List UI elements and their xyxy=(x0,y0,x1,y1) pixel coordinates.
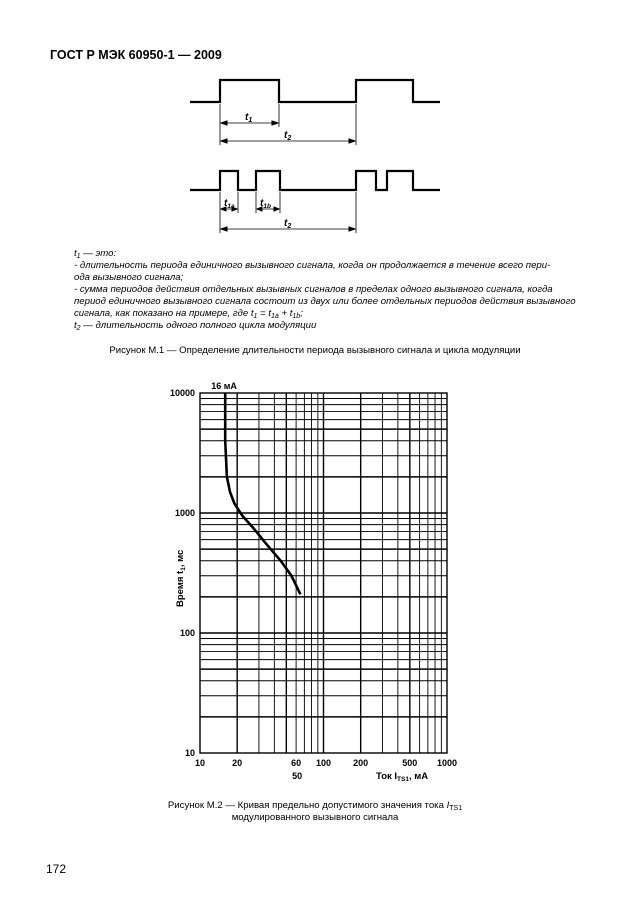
note-line-2: - длительность периода единичного вызывного сигнала, когда он продолжается в течение всего пери- xyxy=(74,260,551,271)
y-tick-label: 1000 xyxy=(174,508,195,518)
t1a-label: $t_{1a}$ xyxy=(224,198,235,210)
note-line-3: ода вызывного сигнала; xyxy=(74,272,184,283)
waveform-bottom xyxy=(190,171,440,190)
x-tick-label: 20 xyxy=(232,758,243,768)
t1-label: $t_1$ xyxy=(245,112,253,124)
curve-annotation-16ma: 16 мА xyxy=(211,381,237,391)
x-tick-labels xyxy=(195,758,457,768)
page-number: 172 xyxy=(46,862,67,876)
x-tick-label: 1000 xyxy=(436,758,458,768)
document-header: ГОСТ Р МЭК 60950-1 — 2009 xyxy=(50,48,222,62)
timing-diagram-top xyxy=(190,80,440,145)
waveform-top xyxy=(190,80,440,102)
y-axis-label: Время $t_1$, мс xyxy=(175,549,187,607)
note-t2: $t_2$ — длительность одного полного цикла модуляции xyxy=(74,320,317,332)
caption2-line1: Рисунок М.2 — Кривая предельно допустимого значения тока $I_{TS1}$ xyxy=(167,800,463,812)
timing-diagrams xyxy=(0,0,630,240)
note-line-6: сигнала, как показано на примере, где $t_1 = t_{1a} + t_{1b}$; xyxy=(74,308,303,320)
chart-grid xyxy=(200,393,447,753)
x-tick-label: 500 xyxy=(402,758,418,768)
x-tick-label: 200 xyxy=(353,758,369,768)
figure-m1-caption: Рисунок М.1 — Определение длительности периода вызывного сигнала и цикла модуляции xyxy=(109,345,521,356)
y-tick-label: 100 xyxy=(179,628,195,638)
t2-label-bottom: $t_2$ xyxy=(284,218,292,230)
figure-notes xyxy=(74,248,586,332)
y-tick-label: 10000 xyxy=(169,388,195,398)
caption2-line2: модулированного вызывного сигнала xyxy=(231,812,399,823)
x-tick-label: 100 xyxy=(315,758,332,768)
note-t1: $t_1$ — это: xyxy=(74,248,117,260)
x-tick-label: 60 xyxy=(291,758,302,768)
x-axis-label: Ток $I_{TS1}$, мА xyxy=(376,771,429,783)
x-extra-label-50: 50 xyxy=(292,771,303,781)
t1b-label: $t_{1b}$ xyxy=(260,198,271,210)
note-line-4: - сумма периодов действия отдельных вызывных сигналов в пределах одного вызывного сигнала, когда xyxy=(74,284,553,295)
y-tick-label: 10 xyxy=(184,748,195,758)
timing-diagram-bottom xyxy=(190,171,440,233)
figure-m2-caption xyxy=(0,800,630,824)
x-tick-label: 10 xyxy=(194,758,206,768)
current-limit-chart xyxy=(0,370,630,795)
t2-label-top: $t_2$ xyxy=(284,130,292,142)
note-line-5: период единичного вызывного сигнала состоит из двух или более отдельных периодов действия вызывного xyxy=(74,296,576,307)
